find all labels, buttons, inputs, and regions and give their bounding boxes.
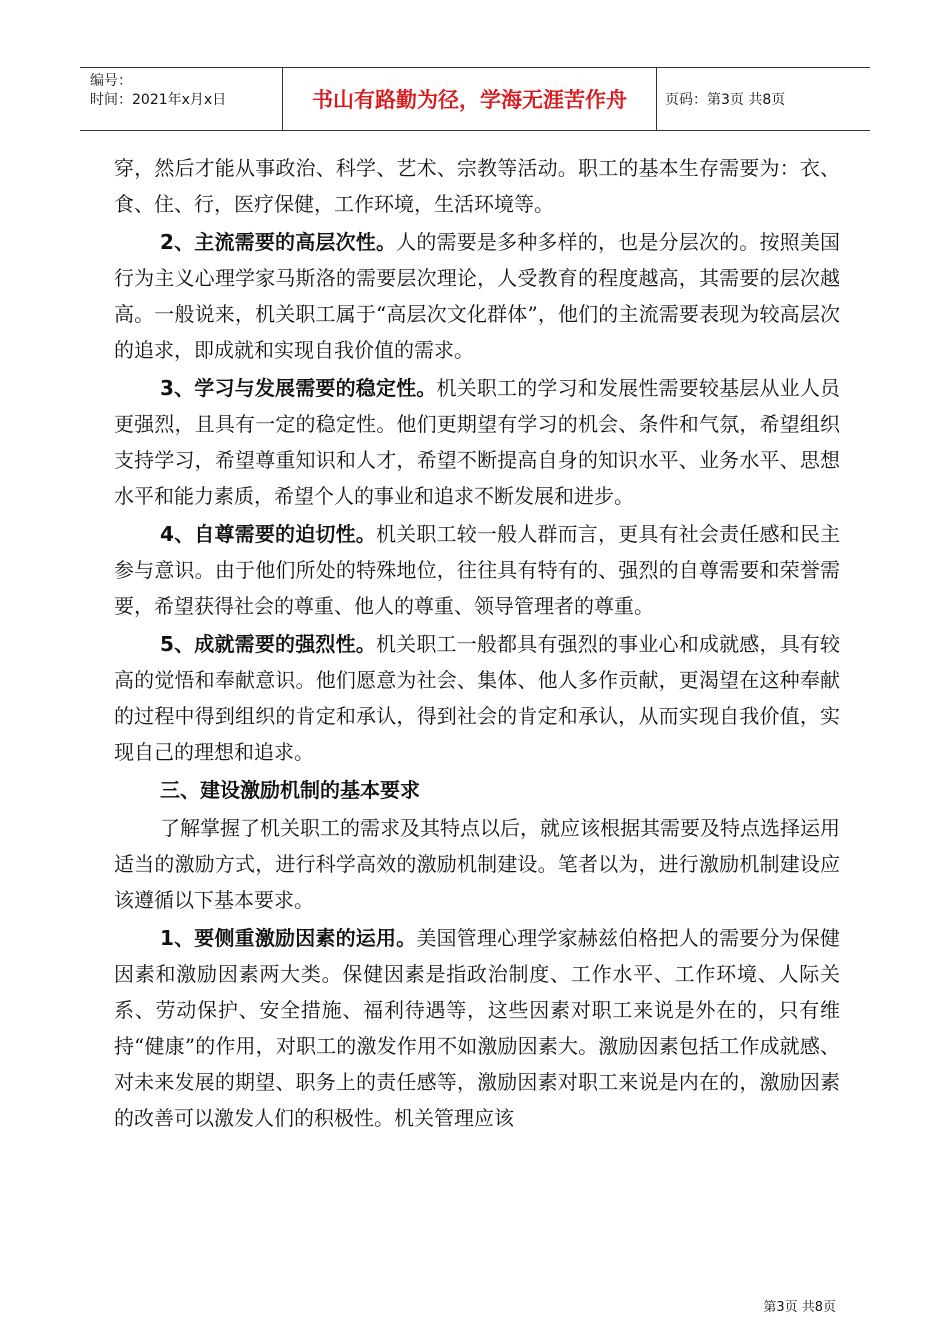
paragraph-text: 机关职工一般都具有强烈的事业心和成就感，具有较高的觉悟和奉献意识。他们愿意为社会、集体、他人多作贡献，更渴望在这种奉献的过程中得到组织的肯定和承认，得到社会的肯定和承认，从而实现自我价值，实现自己的理想和追求。 xyxy=(114,632,841,764)
paragraph-lead: 4、自尊需要的迫切性。 xyxy=(160,522,376,546)
paragraph-7 xyxy=(114,920,840,1136)
number-label: 编号： xyxy=(90,73,132,89)
page-footer: 第3页 共8页 xyxy=(763,1300,836,1315)
header-meta xyxy=(80,68,283,130)
paragraph-3 xyxy=(114,370,840,514)
header-motto: 书山有路勤为径，学海无涯苦作舟 xyxy=(283,68,657,130)
paragraph-lead: 5、成就需要的强烈性。 xyxy=(160,632,376,656)
paragraph-1 xyxy=(114,150,840,222)
paragraph-6 xyxy=(114,810,840,918)
paragraph-text: 人的需要是多种多样的，也是分层次的。按照美国行为主义心理学家马斯洛的需要层次理论，人受教育的程度越高，其需要的层次越高。一般说来，机关职工属于“高层次文化群体”，他们的主流需要表现为较高层次的追求，即成就和实现自我价值的需求。 xyxy=(114,230,841,362)
paragraph-2 xyxy=(114,224,840,368)
paragraph-lead: 2、主流需要的高层次性。 xyxy=(160,230,397,254)
section-heading xyxy=(114,772,840,808)
paragraph-4 xyxy=(114,516,840,624)
page-header xyxy=(80,67,870,131)
paragraph-text: 了解掌握了机关职工的需求及其特点以后，就应该根据其需要及特点选择运用适当的激励方式，进行科学高效的激励机制建设。笔者以为，进行激励机制建设应该遵循以下基本要求。 xyxy=(114,816,840,912)
header-page-label: 页码：第3页 共8页 xyxy=(665,92,786,108)
paragraph-text: 美国管理心理学家赫兹伯格把人的需要分为保健因素和激励因素两大类。保健因素是指政治制度、工作水平、工作环境、人际关系、劳动保护、安全措施、福利待遇等，这些因素对职工来说是外在的，只有维持“健康”的作用，对职工的激发作用不如激励因素大。激励因素包括工作成就感、对未来发展的期望、职务上的责任感等，激励因素对职工来说是内在的，激励因素的改善可以激发人们的积极性。机关管理应该 xyxy=(114,926,840,1130)
paragraph-text: 机关职工的学习和发展性需要较基层从业人员更强烈，且具有一定的稳定性。他们更期望有学习的机会、条件和气氛，希望组织支持学习，希望尊重知识和人才，希望不断提高自身的知识水平、业务水平、思想水平和能力素质，希望个人的事业和追求不断发展和进步。 xyxy=(114,376,840,508)
paragraph-lead: 1、要侧重激励因素的运用。 xyxy=(160,926,417,950)
paragraph-text: 穿，然后才能从事政治、科学、艺术、宗教等活动。职工的基本生存需要为：衣、食、住、行，医疗保健，工作环境，生活环境等。 xyxy=(114,156,840,216)
paragraph-5 xyxy=(114,626,840,770)
time-label: 时间：2021年x月x日 xyxy=(90,92,227,108)
document-body xyxy=(114,150,840,1138)
paragraph-text: 机关职工较一般人群而言，更具有社会责任感和民主参与意识。由于他们所处的特殊地位，往往具有特有的、强烈的自尊需要和荣誉需要，希望获得社会的尊重、他人的尊重、领导管理者的尊重。 xyxy=(114,522,841,618)
paragraph-lead: 3、学习与发展需要的稳定性。 xyxy=(160,376,437,400)
section-heading-text: 三、建设激励机制的基本要求 xyxy=(160,778,420,802)
